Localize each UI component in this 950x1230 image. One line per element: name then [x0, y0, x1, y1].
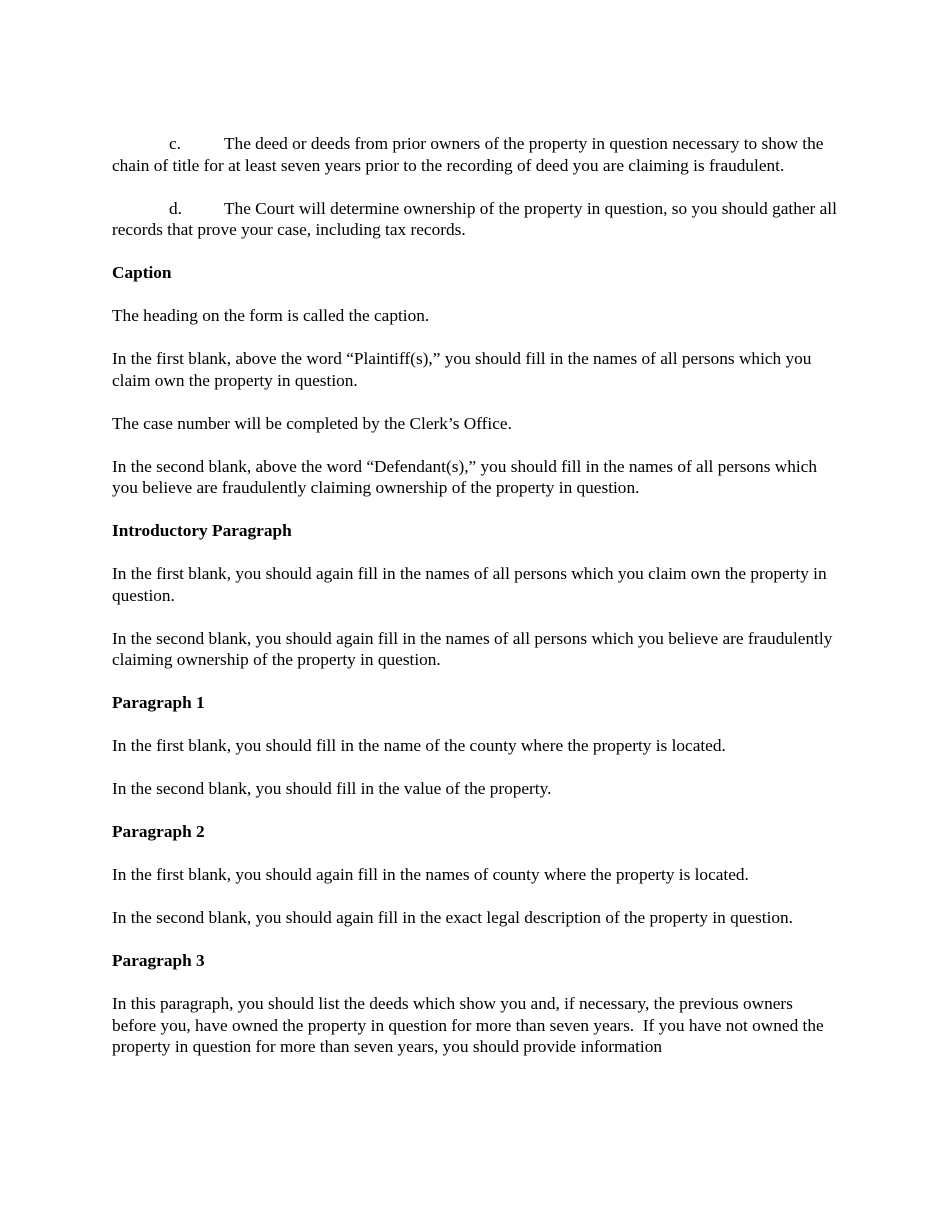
paragraph1-paragraph: In the second blank, you should fill in the value of the property.: [112, 779, 552, 798]
introductory-paragraph: In the first blank, you should again fill in the names of all persons which you claim own the property in question.: [112, 564, 827, 605]
list-item-text: The Court will determine ownership of the property in question, so you should gather all records that prove your case, including tax records.: [112, 198, 837, 239]
document-page: [112, 133, 838, 1079]
caption-paragraph: The heading on the form is called the caption.: [112, 306, 430, 325]
paragraph2-paragraph: In the first blank, you should again fill in the names of county where the property is located.: [112, 865, 749, 884]
caption-heading: Caption: [112, 263, 172, 282]
list-item-c: [112, 133, 838, 176]
caption-paragraph: In the first blank, above the word “Plaintiff(s),” you should fill in the names of all persons which you claim own the property in question.: [112, 349, 812, 390]
caption-paragraph: The case number will be completed by the Clerk’s Office.: [112, 413, 512, 433]
list-item-d: [112, 198, 838, 241]
caption-paragraph: In the second blank, above the word “Defendant(s),” you should fill in the names of all persons which you believe are fraudulently claiming ownership of the property in question.: [112, 456, 817, 497]
introductory-paragraph: In the second blank, you should again fill in the names of all persons which you believe are fraudulently claiming ownership of the property in question.: [112, 628, 833, 669]
list-marker: c.: [169, 134, 181, 153]
introductory-heading: Introductory Paragraph: [112, 521, 292, 540]
paragraph3-heading: Paragraph 3: [112, 951, 205, 970]
paragraph3-paragraph: In this paragraph, you should list the deeds which show you and, if necessary, the previous owners before you, have owned the property in question for more than seven years. If you have not owned the property in question for more than seven years, you should provide information: [112, 994, 828, 1056]
list-item-text: The deed or deeds from prior owners of the property in question necessary to show the chain of title for at least seven years prior to the recording of deed you are claiming is fraudulent.: [112, 134, 824, 175]
paragraph1-heading: Paragraph 1: [112, 693, 205, 712]
paragraph2-paragraph: In the second blank, you should again fill in the exact legal description of the property in question.: [112, 908, 793, 927]
paragraph1-paragraph: In the first blank, you should fill in the name of the county where the property is located.: [112, 736, 726, 755]
paragraph2-heading: Paragraph 2: [112, 822, 205, 841]
list-marker: d.: [169, 198, 182, 218]
